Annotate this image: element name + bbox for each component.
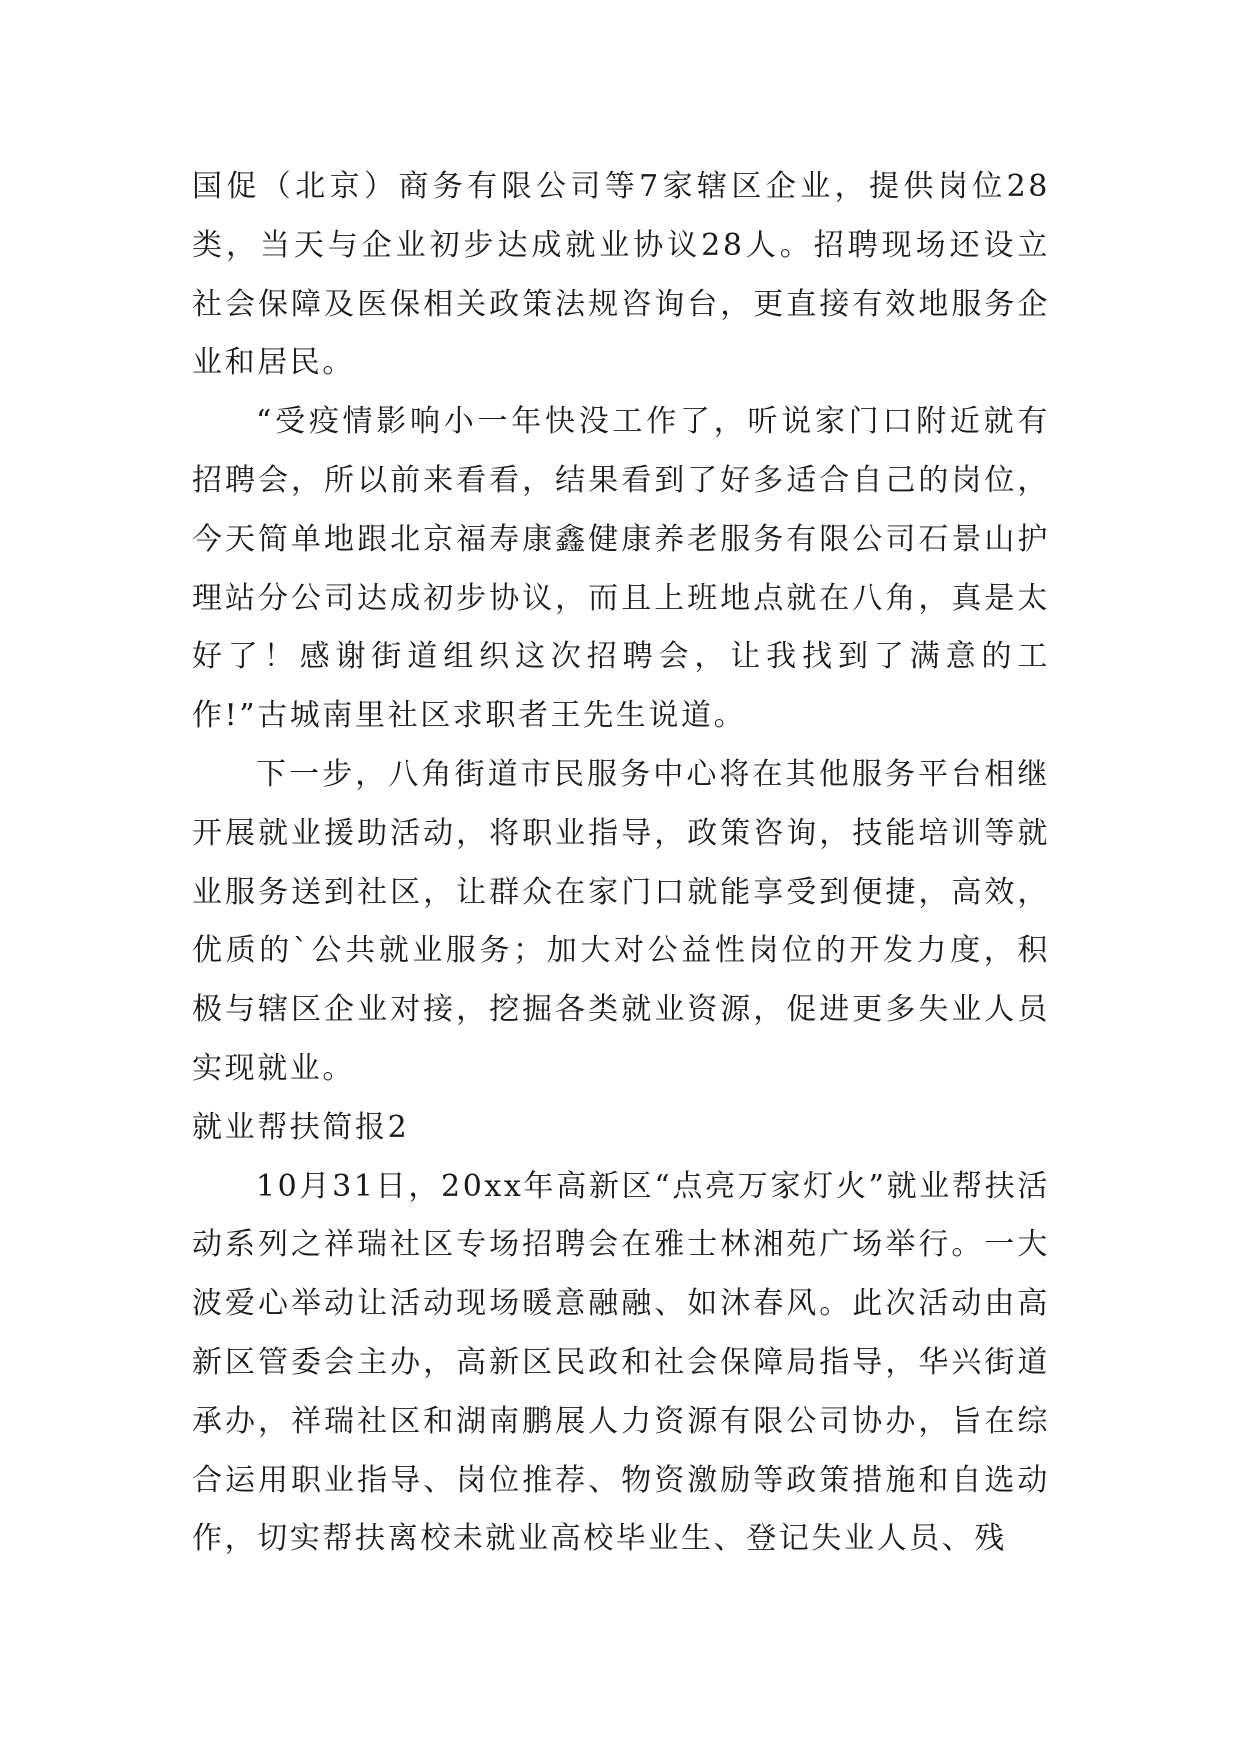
document-body — [192, 158, 1050, 1569]
paragraph-2: “受疫情影响小一年快没工作了，听说家门口附近就有招聘会，所以前来看看，结果看到了好多适合自己的岗位，今天简单地跟北京福寿康鑫健康养老服务有限公司石景山护理站分公司达成初步协议，而且上班地点就在八角，真是太好了！感谢街道组织这次招聘会，让我找到了满意的工作!”古城南里社区求职者王先生说道。 — [192, 404, 1050, 734]
paragraph-4: 10月31日，20xx年高新区“点亮万家灯火”就业帮扶活动系列之祥瑞社区专场招聘会在雅士林湘苑广场举行。一大波爱心举动让活动现场暖意融融、如沐春风。此次活动由高新区管委会主办，高新区民政和社会保障局指导，华兴街道承办，祥瑞社区和湖南鹏展人力资源有限公司协办，旨在综合运用职业指导、岗位推荐、物资激励等政策措施和自选动作，切实帮扶离校未就业高校毕业生、登记失业人员、残 — [192, 1168, 1050, 1557]
section-heading: 就业帮扶简报2 — [192, 1109, 410, 1145]
paragraph-1: 国促（北京）商务有限公司等7家辖区企业，提供岗位28类，当天与企业初步达成就业协议28人。招聘现场还设立社会保障及医保相关政策法规咨询台，更直接有效地服务企业和居民。 — [192, 169, 1050, 381]
paragraph-3: 下一步，八角街道市民服务中心将在其他服务平台相继开展就业援助活动，将职业指导，政策咨询，技能培训等就业服务送到社区，让群众在家门口就能享受到便捷，高效，优质的`公共就业服务；加大对公益性岗位的开发力度，积极与辖区企业对接，挖掘各类就业资源，促进更多失业人员实现就业。 — [192, 756, 1050, 1086]
